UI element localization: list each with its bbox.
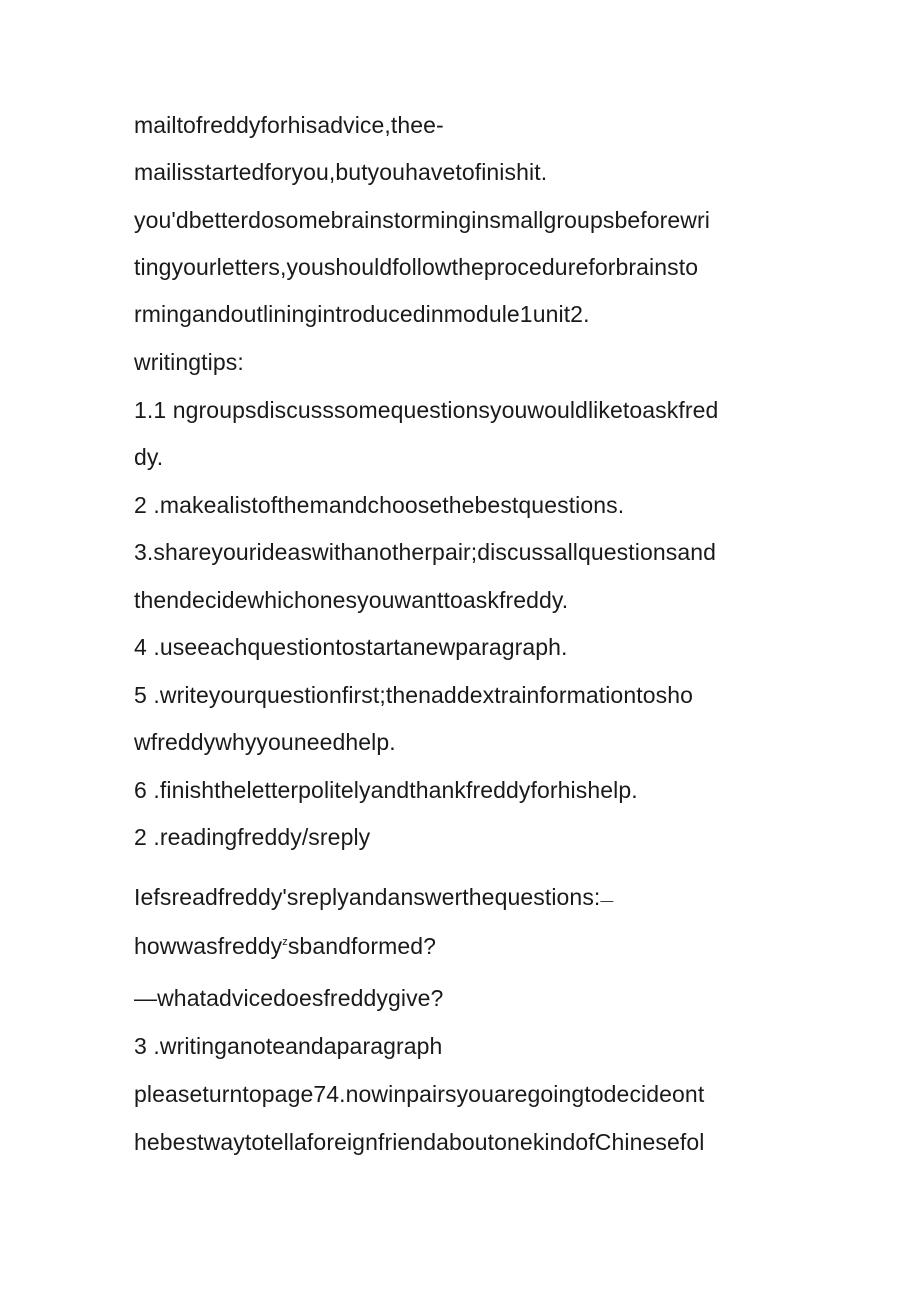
text-line-21: pleaseturntopage74.nowinpairsyouaregoingtodecideont [134, 1081, 705, 1107]
text-line-17-dash: — [600, 893, 614, 908]
text-line-18-start: howwasfreddy [134, 933, 283, 959]
text-line-14: wfreddywhyyouneedhelp. [134, 729, 396, 755]
text-line-17 [134, 882, 614, 916]
text-line-11: thendecidewhichonesyouwanttoaskfreddy. [134, 587, 569, 613]
text-line-7: 1.1 ngroupsdiscusssomequestionsyouwouldliketoaskfred [134, 397, 719, 423]
text-line-13: 5 .writeyourquestionfirst;thenaddextrainformationtosho [134, 682, 693, 708]
text-line-4: tingyourletters,youshouldfollowtheprocedureforbrainsto [134, 254, 699, 280]
text-line-20: 3 .writinganoteandaparagraph [134, 1033, 443, 1059]
text-line-15: 6 .finishtheletterpolitelyandthankfreddyforhishelp. [134, 777, 638, 803]
text-line-10: 3.shareyourideaswithanotherpair;discussallquestionsand [134, 539, 717, 565]
text-line-18-end: sbandformed? [287, 933, 437, 959]
text-line-16: 2 .readingfreddy/sreply [134, 824, 371, 850]
text-line-3: you'dbetterdosomebrainstorminginsmallgroupsbeforewri [134, 207, 710, 233]
text-line-17-main: Iefsreadfreddy'sreplyandanswerthequestions: [134, 884, 601, 910]
text-line-8: dy. [134, 444, 164, 470]
text-line-1: mailtofreddyforhisadvice,thee- [134, 112, 444, 138]
text-line-22: hebestwaytotellaforeignfriendaboutonekindofChinesefol [134, 1129, 705, 1155]
text-line-9: 2 .makealistofthemandchoosethebestquestions. [134, 492, 625, 518]
text-line-5: rmingandoutliningintroducedinmodule1unit2. [134, 301, 590, 327]
text-line-18-superscript: z [282, 936, 288, 948]
text-line-18 [134, 931, 436, 961]
text-line-19: —whatadvicedoesfreddygive? [134, 985, 444, 1011]
text-line-2: mailisstartedforyou,butyouhavetofinishit. [134, 159, 548, 185]
text-line-12: 4 .useeachquestiontostartanewparagraph. [134, 634, 568, 660]
text-line-6: writingtips: [134, 349, 244, 375]
